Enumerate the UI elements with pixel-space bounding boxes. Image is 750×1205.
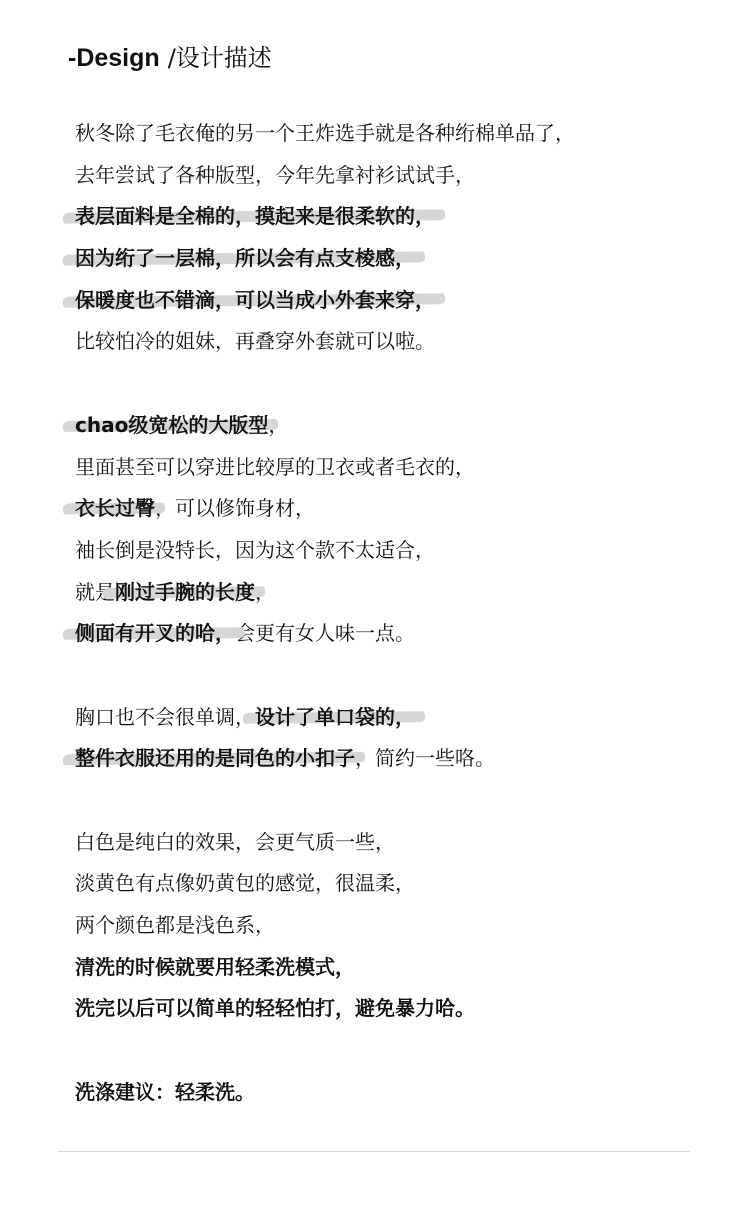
text-line xyxy=(75,530,715,572)
paragraph-spacer xyxy=(75,655,715,697)
body-text: 会更有女人味一点。 xyxy=(235,621,415,646)
body-text: ， xyxy=(255,579,275,604)
body-text: 里面甚至可以穿进比较厚的卫衣或者毛衣的， xyxy=(75,454,475,479)
bold-text: 清洗的时候就要用轻柔洗模式， xyxy=(75,954,355,979)
highlighted-text: 设计了单口袋的， xyxy=(255,704,415,729)
text-line xyxy=(75,196,715,238)
body-text: 比较怕冷的姐妹，再叠穿外套就可以啦。 xyxy=(75,329,435,354)
body-text: 胸口也不会很单调， xyxy=(75,704,255,729)
highlighted-text: 因为绗了一层棉，所以会有点支棱感， xyxy=(75,246,415,271)
design-description-body xyxy=(75,113,715,1114)
body-text: 淡黄色有点像奶黄包的感觉，很温柔， xyxy=(75,871,415,896)
text-line xyxy=(75,822,715,864)
text-line xyxy=(75,947,715,989)
body-text: 就是 xyxy=(75,579,115,604)
body-text: ，可以修饰身材， xyxy=(155,496,315,521)
text-line xyxy=(75,863,715,905)
text-line xyxy=(75,238,715,280)
text-line xyxy=(75,113,715,155)
paragraph-spacer xyxy=(75,363,715,405)
body-text: 袖长倒是没特长，因为这个款不太适合， xyxy=(75,537,435,562)
text-line xyxy=(75,905,715,947)
text-line xyxy=(75,988,715,1030)
highlighted-text: 侧面有开叉的哈， xyxy=(75,621,235,646)
body-text: ， xyxy=(268,412,289,437)
body-text: 秋冬除了毛衣俺的另一个王炸选手就是各种绗棉单品了， xyxy=(75,121,575,145)
text-line xyxy=(75,280,715,322)
text-line xyxy=(75,1072,715,1114)
bold-text: 洗完以后可以简单的轻轻怕打，避免暴力哈。 xyxy=(75,996,475,1021)
section-title-chinese: /设计描述 xyxy=(167,44,272,72)
text-line xyxy=(75,613,715,655)
highlighted-text: 刚过手腕的长度 xyxy=(115,579,255,604)
body-text: ，简约一些咯。 xyxy=(355,746,495,771)
text-line xyxy=(75,738,715,780)
body-text: 两个颜色都是浅色系， xyxy=(75,913,275,938)
text-line xyxy=(75,697,715,739)
body-text: 白色是纯白的效果，会更气质一些， xyxy=(75,829,395,854)
text-line xyxy=(75,447,715,489)
highlighted-text: 表层面料是全棉的，摸起来是很柔软的， xyxy=(75,204,435,229)
highlighted-text: 衣长过臀 xyxy=(75,496,155,521)
text-line xyxy=(75,488,715,530)
paragraph-spacer xyxy=(75,780,715,822)
section-title xyxy=(68,40,272,76)
section-title-english: -Design xyxy=(68,44,160,72)
highlighted-text: chao级宽松的大版型 xyxy=(75,412,269,437)
body-text: 去年尝试了各种版型，今年先拿衬衫试试手， xyxy=(75,162,475,187)
bold-text: 洗涤建议：轻柔洗。 xyxy=(75,1079,255,1104)
highlighted-text: 整件衣服还用的是同色的小扣子 xyxy=(75,746,355,771)
text-line xyxy=(75,405,715,447)
paragraph-spacer xyxy=(75,1030,715,1072)
bottom-divider xyxy=(58,1151,690,1152)
text-line xyxy=(75,155,715,197)
text-line xyxy=(75,572,715,614)
highlighted-text: 保暖度也不错滴，可以当成小外套来穿， xyxy=(75,287,435,312)
text-line xyxy=(75,321,715,363)
